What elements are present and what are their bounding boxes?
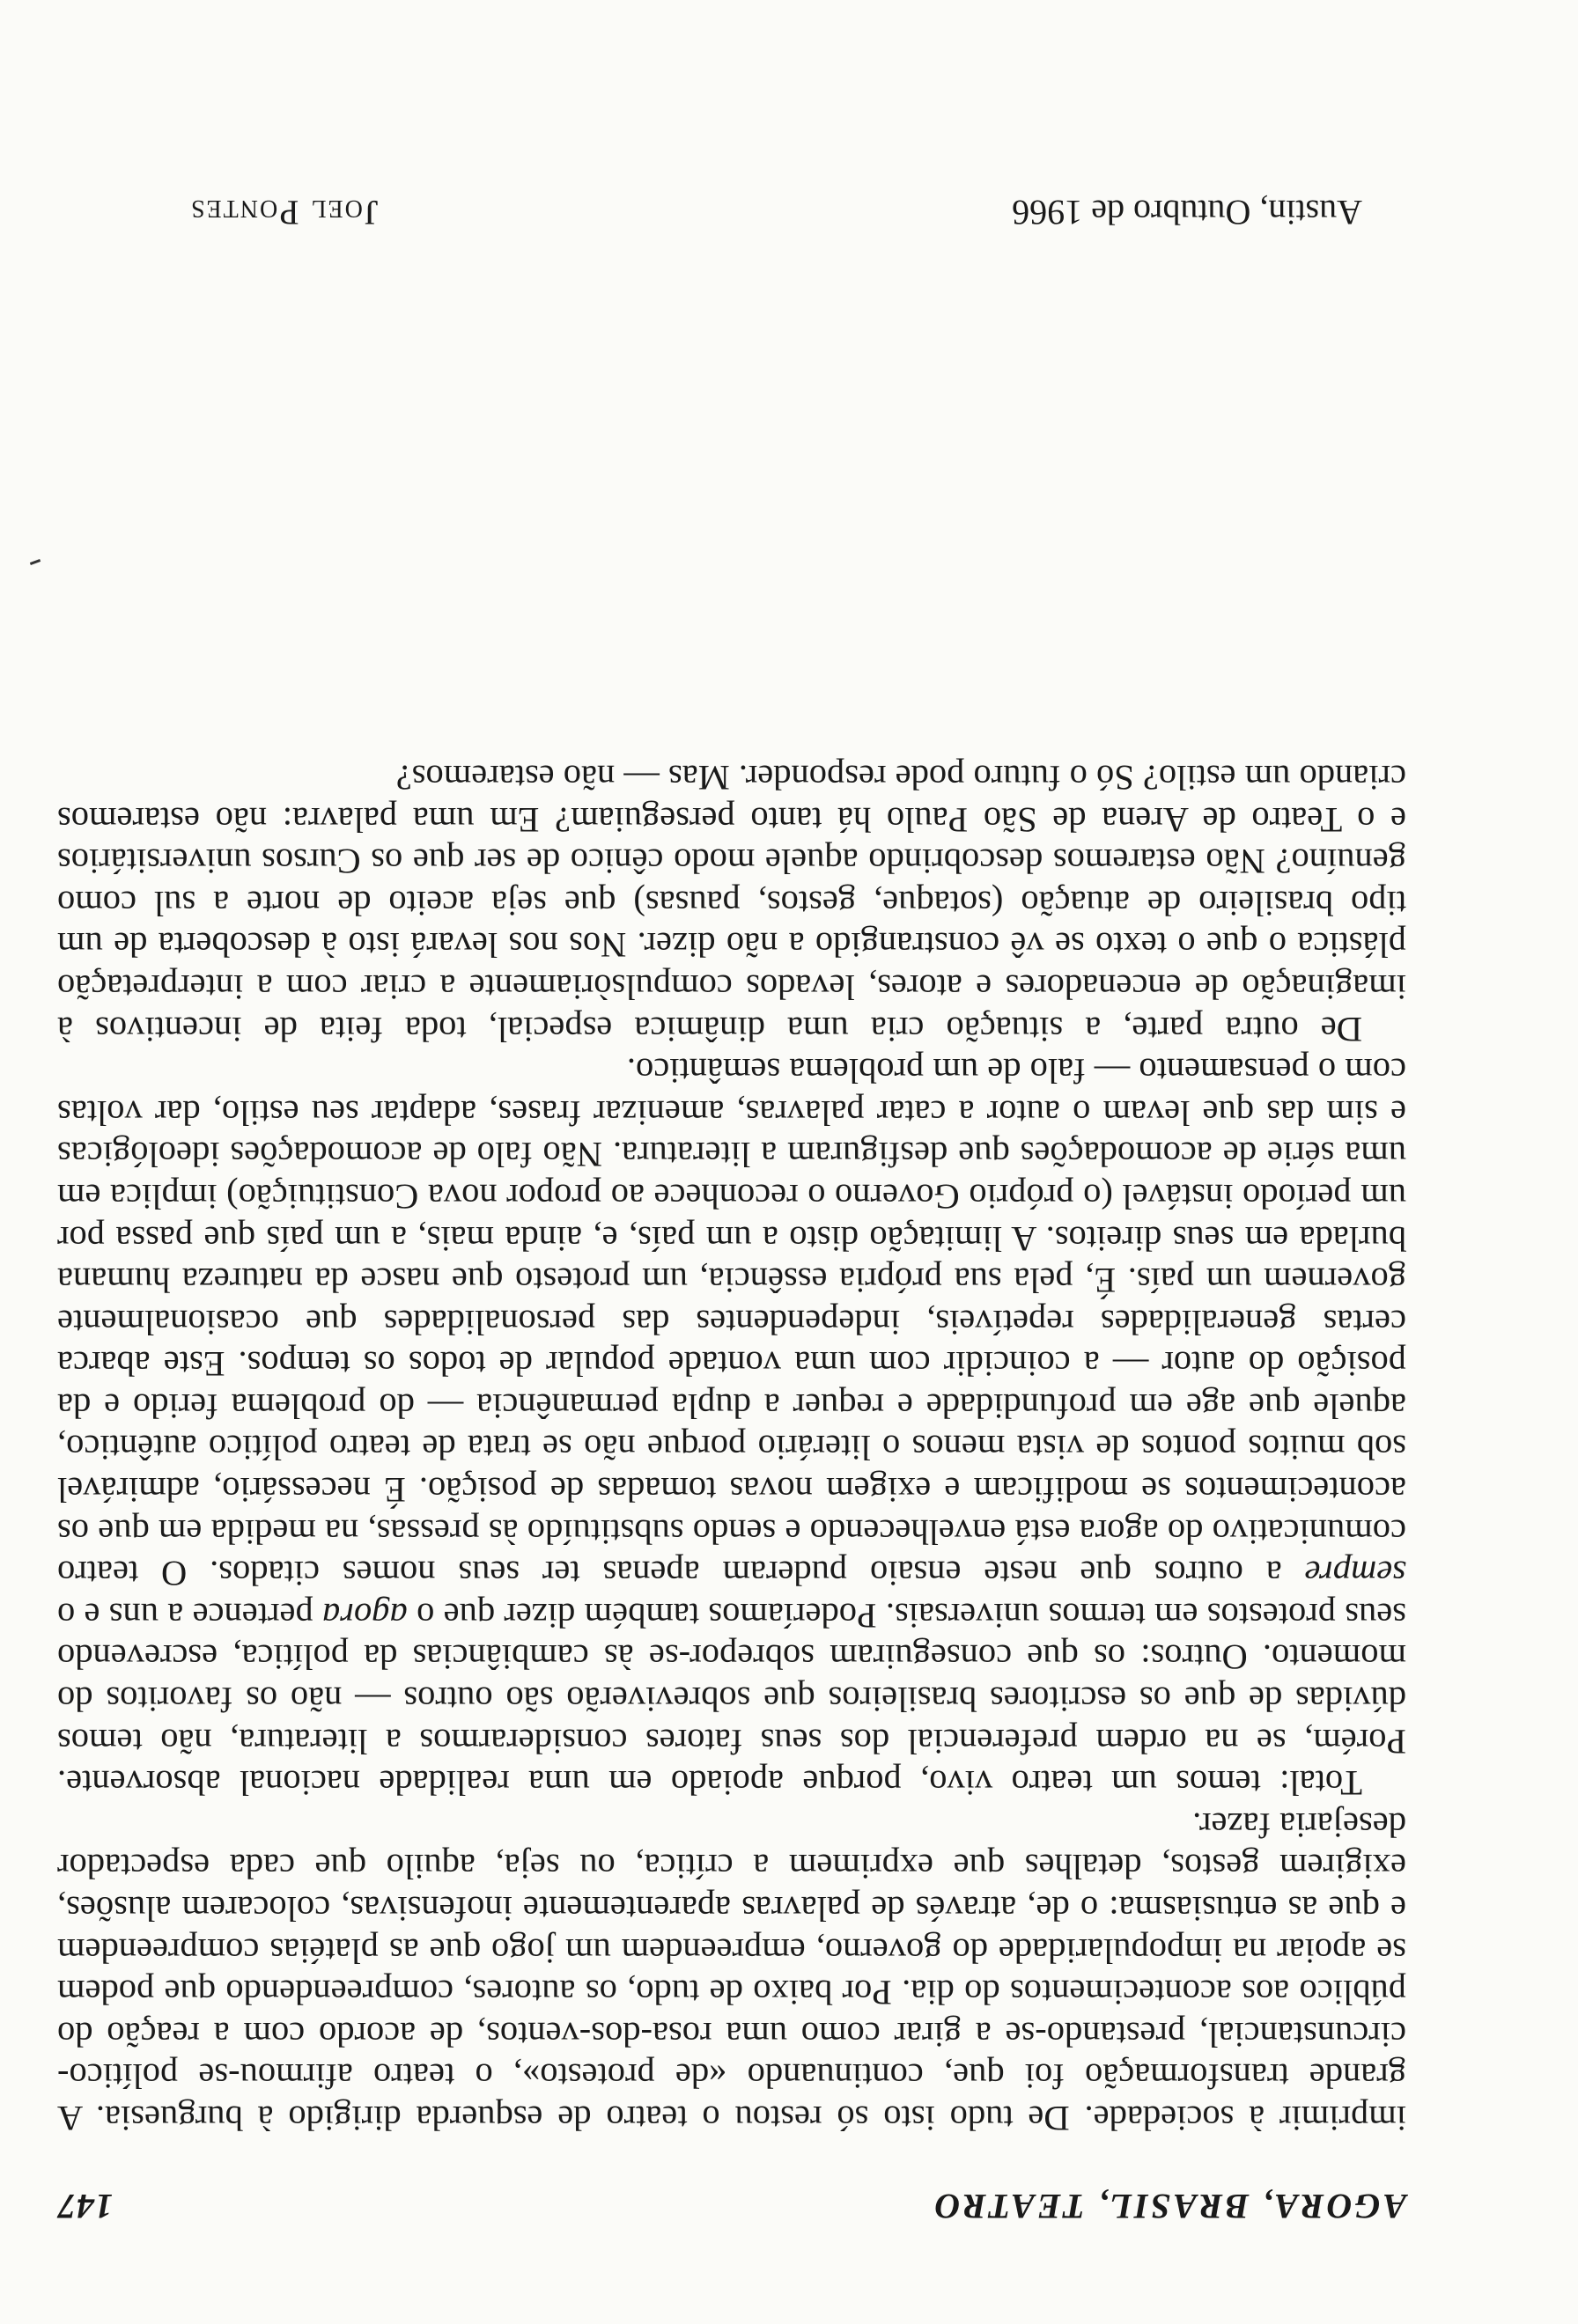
paragraph-2-part-a: Total: temos um teatro vivo, porque apoiado em uma realidade nacional absorvente. Porém, se na ordem preferencial dos seus fatores considerarmos a literatura, não temos dúvidas de que os escritores brasileiros que sobreviverão são outros — não os favoritos do momento. Outros: os que conseguiram sobrepor-se às cambiâncias da política, escrevendo seus protestos em termos universais. Poderíamos também dizer que o bbox=[57, 1595, 1406, 1804]
italic-agora: agora bbox=[322, 1595, 408, 1636]
body-text bbox=[57, 756, 1406, 2139]
signature-place-date: Austin, Outubro de 1966 bbox=[1012, 193, 1362, 232]
page-header bbox=[57, 2186, 1406, 2227]
paragraph-3: De outra parte, a situação cria uma dinâmica especial, toda feita de incentivos à imaginação de encenadores e atores, levados compulsòriamente a criar com a interpretação plástica o que o texto se vê constrangido a não dizer. Nos nos levará isto à descoberta de um tipo brasileiro de atuação (sotaque, gestos, pausas) que seja aceito de norte a sul como genuíno? Não estaremos descobrindo aquele modo cênico de ser que os Cursos universitários e o Teatro de Arena de São Paulo há tanto perseguiam? Em uma palavra: não estaremos criando um estilo? Só o futuro pode responder. Mas — não estaremos? bbox=[57, 758, 1406, 1049]
paragraph-1: imprimir à sociedade. De tudo isto só restou o teatro de esquerda dirigido à burguesia. A grande transformação foi que, continuando «de protesto», o teatro afirmou-se político-circunstancial, prestando-se a girar como uma rosa-dos-ventos, de acordo com a reação do público aos acontecimentos do dia. Por baixo de tudo, os autores, compreendendo que podem se apoiar na impopularidade do governo, empreendem um jogo que as platéias compreendem e que as entusiasma: o de, através de palavras aparentemente inofensivas, colocarem alusões, exigirem gestos, detalhes que exprimem a crítica, ou seja, aquilo que cada espectador desejaria fazer. bbox=[57, 1805, 1406, 2138]
signature bbox=[57, 192, 1406, 233]
paragraph-2-part-c: a outros que neste ensaio puderam apenas ter seus nomes citados. O teatro comunicativo do agora está envelhecendo e sendo substituído às pressas, na medida em que os acontecimentos se modificam e exigem novas tomadas de posição. É necessário, admirável sob muitos pontos de vista menos o literário porque não se trata de teatro político autêntico, aquele que age em profundidade e requer a dupla permanência — do problema ferido e da posição do autor — a coincidir com uma vontade popular de todos os tempos. Este abarca certas generalidades repetíveis, independentes das personalidades que ocasionalmente governem um país. É, pela sua própria essência, um protesto que nasce da natureza humana burlada em seus direitos. A limitação disto a um país, e, ainda mais, a um país que passa por um período instável (o próprio Governo o reconhece ao propor nova Constituição) implica em uma série de acomodações que desfiguram a literatura. Não falo de acomodações ideológicas e sim das que levam o autor a catar palavras, amenizar frases, adaptar seu estilo, dar voltas com o pensamento — falo de um problema semântico. bbox=[57, 1051, 1406, 1594]
stray-ink-mark bbox=[30, 559, 41, 565]
page-number: 147 bbox=[57, 2187, 113, 2226]
signature-author: Joel Pontes bbox=[189, 193, 379, 232]
paragraph-2 bbox=[57, 1050, 1406, 1805]
paragraph-2-part-b: pertence a uns e o bbox=[56, 1595, 323, 1636]
running-title: AGORA, BRASIL, TEATRO bbox=[932, 2187, 1406, 2226]
italic-sempre: sempre bbox=[1304, 1554, 1406, 1594]
